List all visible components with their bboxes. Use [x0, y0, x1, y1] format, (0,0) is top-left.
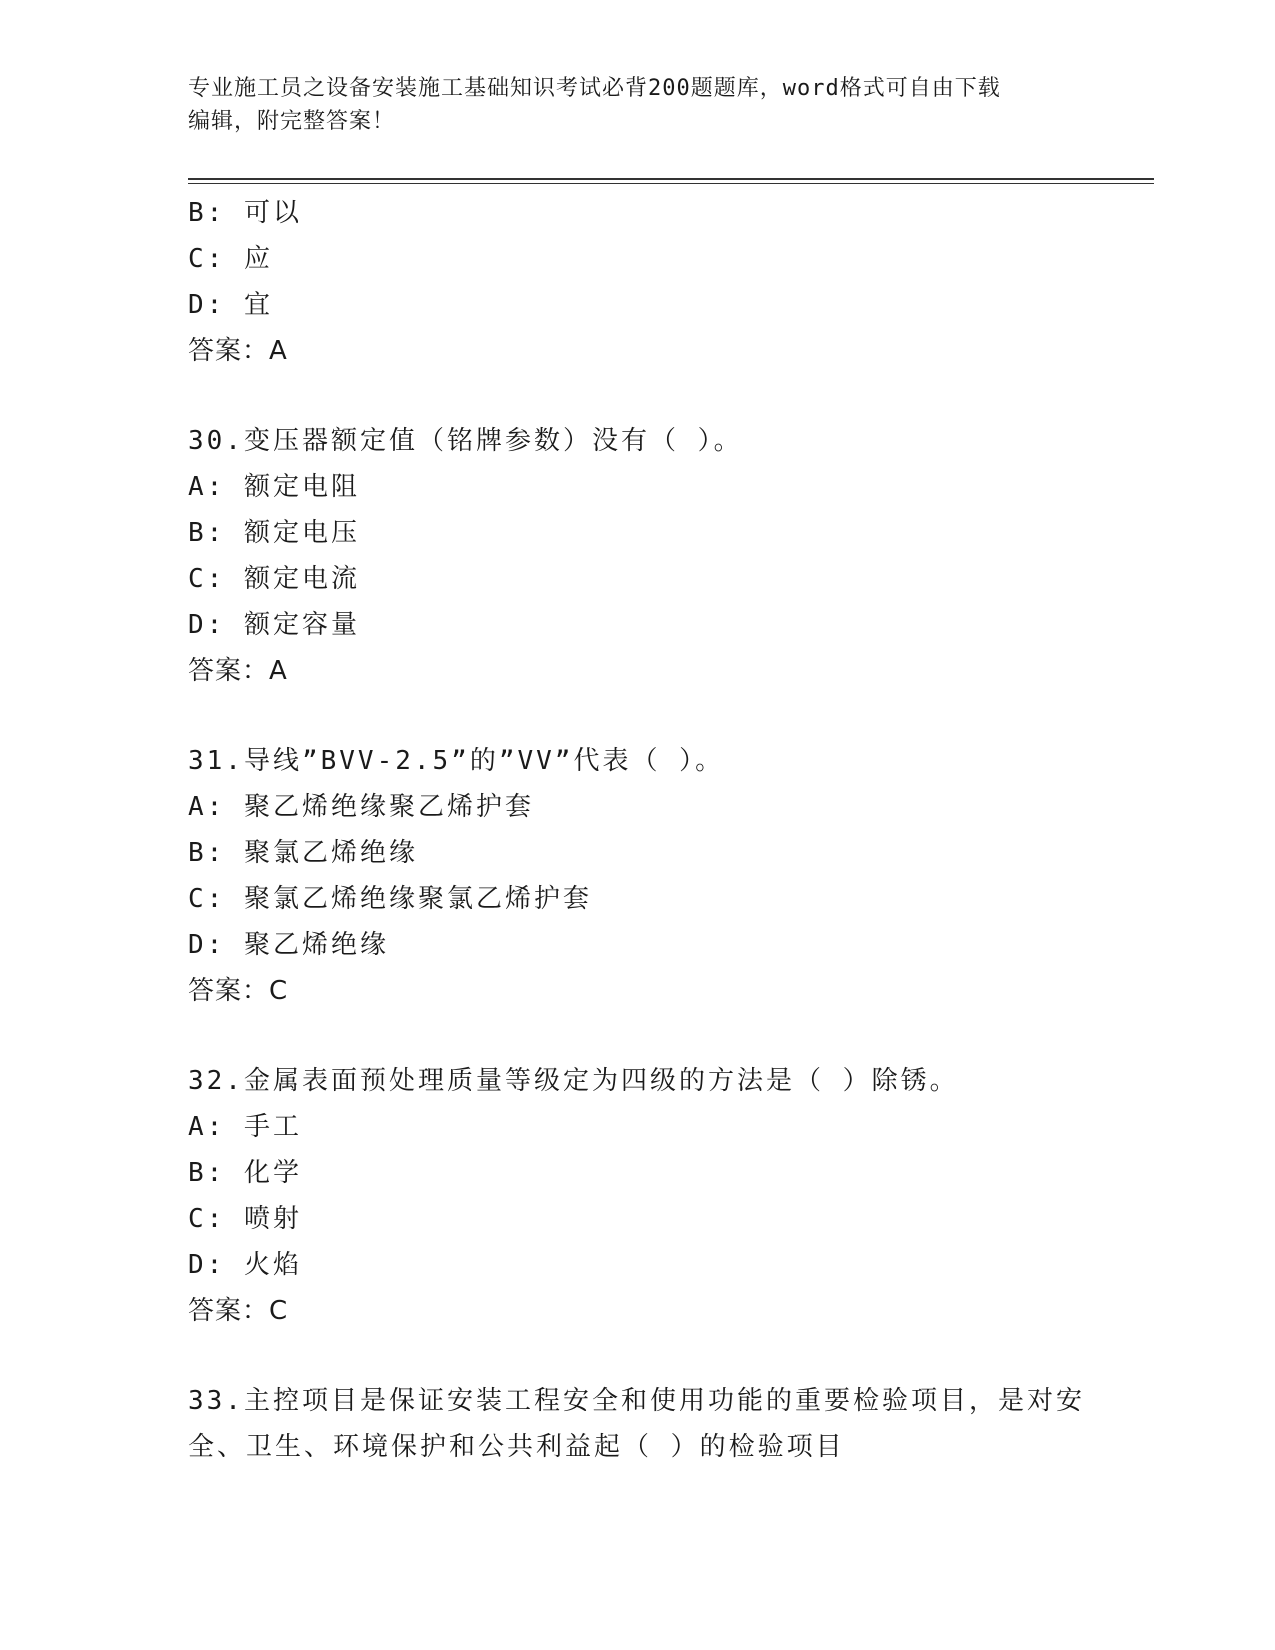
question-30 [188, 418, 1108, 694]
option-a: A: 聚乙烯绝缘聚乙烯护套 [188, 792, 534, 822]
option-c: C: 应 [188, 244, 273, 274]
header-divider-thin [188, 183, 1154, 184]
question-32 [188, 1058, 1108, 1334]
option-d: D: 宜 [188, 290, 273, 320]
option-c: C: 喷射 [188, 1204, 302, 1234]
header-divider-thick [188, 178, 1154, 180]
option-a: A: 手工 [188, 1112, 302, 1142]
question-list [188, 190, 1108, 1470]
option-b: B: 额定电压 [188, 518, 360, 548]
option-b: B: 化学 [188, 1158, 302, 1188]
option-c: C: 聚氯乙烯绝缘聚氯乙烯护套 [188, 884, 592, 914]
option-d: D: 聚乙烯绝缘 [188, 930, 389, 960]
option-b: B: 聚氯乙烯绝缘 [188, 838, 418, 868]
option-b: B: 可以 [188, 198, 302, 228]
option-c: C: 额定电流 [188, 564, 360, 594]
question-stem-line-2: 全、卫生、环境保护和公共利益起（ ）的检验项目 [188, 1432, 845, 1462]
option-a: A: 额定电阻 [188, 472, 360, 502]
header-line-1: 专业施工员之设备安装施工基础知识考试必背200题题库，word格式可自由下载 [188, 76, 1001, 101]
question-31 [188, 738, 1108, 1014]
option-d: D: 火焰 [188, 1250, 302, 1280]
question-stem: 32.金属表面预处理质量等级定为四级的方法是（ ）除锈。 [188, 1066, 959, 1096]
answer-line: 答案：A [188, 656, 288, 686]
question-stem: 31.导线”BVV-2.5”的”VV”代表（ ）。 [188, 746, 725, 776]
answer-line: 答案：A [188, 336, 288, 366]
question-stem-line-1: 33.主控项目是保证安装工程安全和使用功能的重要检验项目，是对安 [188, 1386, 1085, 1416]
answer-line: 答案：C [188, 976, 289, 1006]
document-header [188, 72, 1088, 138]
question-33 [188, 1378, 1108, 1470]
question-29-tail [188, 190, 1108, 374]
header-line-2: 编辑，附完整答案！ [188, 109, 396, 134]
answer-line: 答案：C [188, 1296, 289, 1326]
option-d: D: 额定容量 [188, 610, 360, 640]
question-stem: 30.变压器额定值（铭牌参数）没有（ ）。 [188, 426, 743, 456]
